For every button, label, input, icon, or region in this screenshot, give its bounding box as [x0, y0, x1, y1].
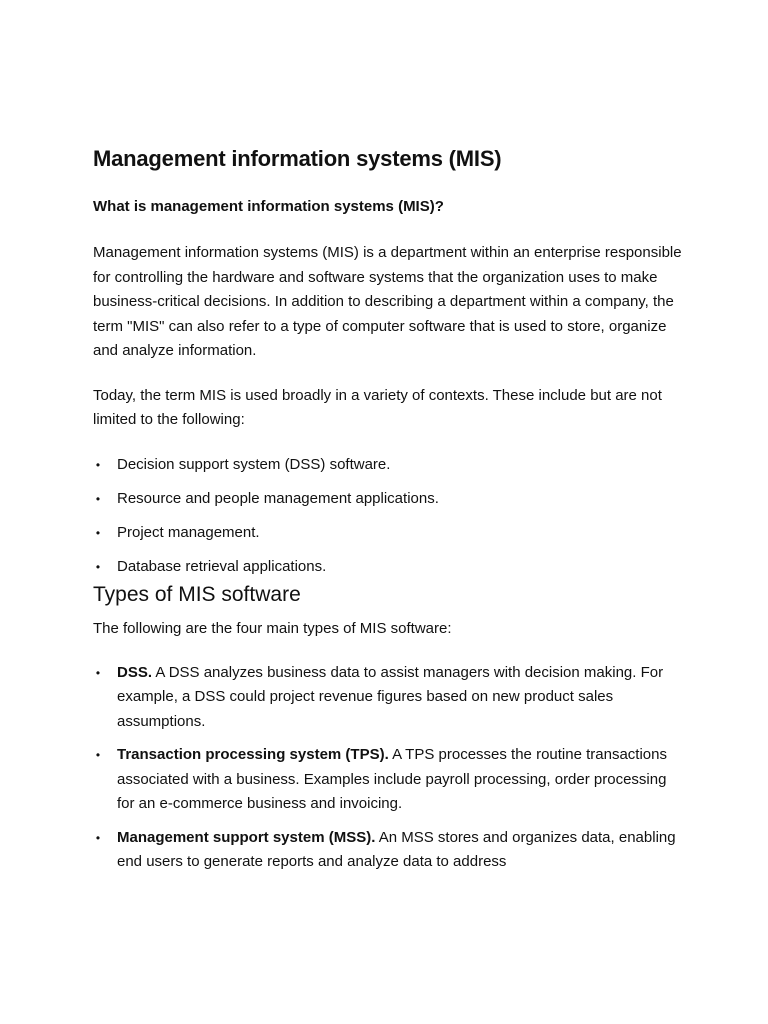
bullet-icon: •: [95, 457, 101, 472]
bullet-icon: •: [95, 491, 101, 506]
uses-list: [93, 453, 683, 579]
list-item: [93, 661, 683, 735]
term-description: A TPS processes the routine transactions associated with a business. Examples include payroll processing, order processing for an e-commerce business and invoicing.: [117, 746, 667, 812]
document-title: Management information systems (MIS): [93, 146, 502, 171]
section-heading: Types of MIS software: [93, 582, 301, 606]
bullet-icon: •: [95, 748, 101, 762]
types-list: [93, 661, 683, 875]
term-description: An MSS stores and organizes data, enabling end users to generate reports and analyze data to address: [117, 828, 676, 870]
list-item-text: Project management.: [117, 523, 260, 541]
term-label: Management support system (MSS).: [117, 828, 376, 846]
bullet-icon: •: [95, 830, 101, 845]
list-item: [93, 743, 683, 817]
list-item: [93, 826, 683, 875]
bullet-icon: •: [95, 559, 101, 574]
list-item-text: Resource and people management applications.: [117, 489, 439, 507]
term-description: A DSS analyzes business data to assist managers with decision making. For example, a DSS could project revenue figures based on new product sales assumptions.: [117, 663, 664, 730]
list-item: [93, 453, 683, 477]
list-item-text: Decision support system (DSS) software.: [117, 455, 391, 473]
bullet-icon: •: [95, 665, 101, 680]
list-item: [93, 487, 683, 511]
list-item-text: Database retrieval applications.: [117, 557, 327, 575]
document-page: [93, 146, 683, 884]
list-item: [93, 521, 683, 545]
bullet-icon: •: [95, 525, 101, 540]
list-item: [93, 555, 683, 579]
term-label: DSS.: [117, 663, 153, 681]
document-subtitle: What is management information systems (MIS)?: [93, 198, 444, 215]
context-paragraph: Today, the term MIS is used broadly in a variety of contexts. These include but are not limited to the following:: [93, 386, 662, 428]
term-label: Transaction processing system (TPS).: [117, 746, 389, 763]
intro-paragraph: Management information systems (MIS) is a department within an enterprise responsible for controlling the hardware and software systems that the organization uses to make business-critical decisions. In addition to describing a department within a company, the term "MIS" can also refer to a type of computer software that is used to store, organize and analyze information.: [93, 244, 682, 359]
section-intro: The following are the four main types of MIS software:: [93, 619, 452, 637]
